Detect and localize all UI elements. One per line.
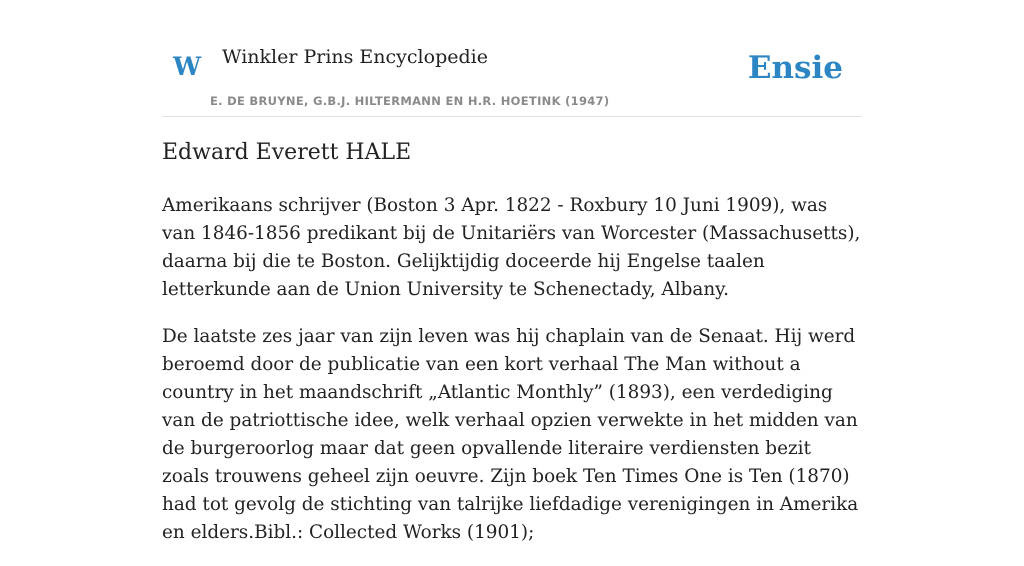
article-body xyxy=(162,192,862,566)
source-header xyxy=(162,40,862,117)
article-paragraph: Amerikaans schrijver (Boston 3 Apr. 1822 - Roxbury 10 Juni 1909), was van 1846-1856 predikant bij de Unitariërs van Worcester (Massachusetts), daarna bij die te Boston. Gelijktijdig doceerde hij Engelse taalen letterkunde aan de Union University te Schenectady, Albany. xyxy=(162,195,861,300)
winkler-prins-logo[interactable]: W xyxy=(173,52,202,81)
ensie-brand-logo[interactable]: Ensie xyxy=(747,50,843,86)
source-title[interactable]: Winkler Prins Encyclopedie xyxy=(222,46,488,68)
article-title: Edward Everett HALE xyxy=(162,140,412,165)
source-authors: E. DE BRUYNE, G.B.J. HILTERMANN EN H.R. HOETINK (1947) xyxy=(210,94,610,108)
article-paragraph: De laatste zes jaar van zijn leven was hij chaplain van de Senaat. Hij werd beroemd door de publicatie van een kort verhaal The Man without a country in het maandschrift „Atlantic Monthly” (1893), een verdediging van de patriottische idee, welk verhaal opzien verwekte in het midden van de burgeroorlog maar dat geen opvallende literaire verdiensten bezit zoals trouwens geheel zijn oeuvre. Zijn boek Ten Times One is Ten (1870) had tot gevolg de stichting van talrijke liefdadige verenigingen in Amerika en elders.Bibl.: Collected Works (1901); xyxy=(162,326,859,543)
